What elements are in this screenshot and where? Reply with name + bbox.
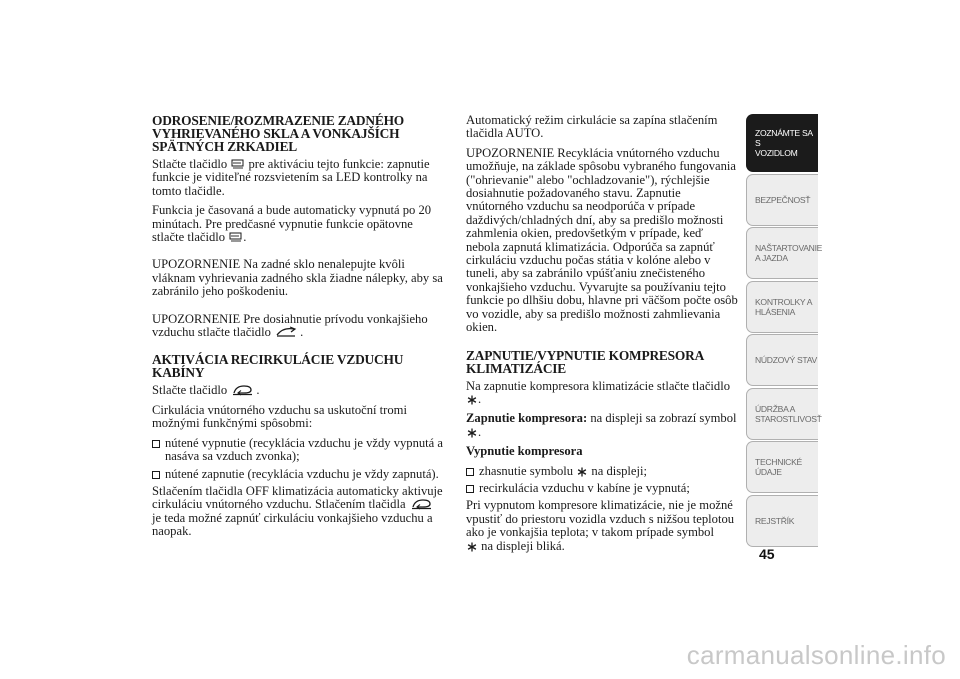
right-column [466,114,738,559]
tab-zoznamte-sa[interactable] [746,114,818,172]
list-item [466,482,738,495]
checkbox-bullet-icon [152,440,160,448]
paragraph: Automatický režim cirkulácie sa zapína stlačením tlačidla AUTO. [466,113,718,141]
text: Funkcia je časovaná a bude automaticky vypnutá po 20 minútach. Pre predčasné vypnutie funkcie opätovne stlačte tlačidlo [152,203,432,245]
list-item-text: nútené vypnutie (recyklácia vzduchu je vždy vypnutá a nasáva sa vzduch zvonka); [165,435,444,464]
list-item-text [479,465,647,478]
checkbox-bullet-icon [466,485,474,493]
page-number: 45 [759,546,775,562]
tab-label: TECHNICKÉ ÚDAJE [755,457,802,477]
subheading-text: Vypnutie kompresora [466,444,583,459]
text: pre aktiváciu tejto funkcie: zapnutie funkcie je viditeľné rozsvietením sa LED kontrolky na tomto tlačidle. [152,157,430,198]
outside-air-icon [275,326,299,338]
paragraph [152,384,444,397]
tab-label: REJSTŘÍK [755,515,795,526]
list-item-text: nútené zapnutie (recyklácia vzduchu je vždy zapnutá). [165,466,439,481]
snowflake-icon [467,542,477,552]
text: . [300,325,304,340]
watermark: carmanualsonline.info [686,640,946,670]
left-column [152,114,444,545]
recirculation-icon [410,498,434,510]
rear-defrost-icon [229,232,242,243]
paragraph [466,499,738,553]
tab-nudzovy-stav[interactable] [746,334,818,386]
checkbox-bullet-icon [466,468,474,476]
tab-label: ÚDRŽBA A STAROSTLIVOSŤ [755,403,822,424]
tab-nastartovanie[interactable] [746,227,823,279]
tab-label: BEZPEČNOSŤ [755,194,811,205]
chapter-tabs [746,114,823,548]
text: na displeji sa zobrazí symbol [590,411,737,426]
text: na displeji bliká. [481,538,565,553]
heading-compressor: ZAPNUTIE/VYPNUTIE KOMPRESORA KLIMATIZÁCIE [466,347,704,376]
list-item [152,437,444,464]
text: UPOZORNENIE Pre dosiahnutie prívodu vonkajšieho vzduchu stlačte tlačidlo [152,311,428,340]
text: Na zapnutie kompresora klimatizácie stlačte tlačidlo [466,378,731,393]
text: . [478,424,482,439]
snowflake-icon [467,395,477,405]
tab-kontrolky[interactable] [746,281,818,333]
heading-defrost: ODROSENIE/ROZMRAZENIE ZADNÉHO VYHRIEVANÉHO SKLA A VONKAJŠÍCH SPÄTNÝCH ZRKADIEL [152,113,405,154]
recirculation-icon [231,384,255,396]
rear-defrost-icon [231,159,244,170]
paragraph [152,204,444,244]
paragraph [152,485,444,539]
paragraph [152,158,444,198]
tab-udrzba[interactable] [746,388,822,440]
snowflake-icon [467,428,477,438]
paragraph [466,412,738,439]
tab-bezpecnost[interactable] [746,174,818,226]
tab-label: NÚDZOVÝ STAV [755,355,817,365]
tab-label: ZOZNÁMTE SA S VOZIDLOM [755,128,813,158]
text: na displeji; [591,463,648,478]
subheading [466,445,738,458]
paragraph: UPOZORNENIE Recyklácia vnútorného vzduchu umožňuje, na základe spôsobu vybraného fungovania ("ohrievanie" alebo "ochladzovanie"), rýchlejšie dosiahnutie požadovaného stavu. Zapnutie vnútorného vzduchu sa neodporúča v prípade daždivých/chladných dní, aby sa predišlo možnosti zahmlenia okien, predovšetkým v prípade, keď nebola zapnutá klimatizácia. Odporúča sa zapnúť cirkuláciu vzduchu počas státia v kolóne alebo v tuneli, aby sa zabránilo vpúšťaniu znečisteného vonkajšieho vzduchu. Vyvarujte sa používaniu tejto funkcie po dlhšiu dobu, hlavne pri väčšom počte osôb vo vozidle, aby sa predišlo možnosti zahmlievania okien. [466,145,738,335]
paragraph [152,313,444,340]
text: . [243,230,247,245]
text: je teda možné zapnúť cirkuláciu vonkajšieho vzduchu a naopak. [152,510,433,539]
text: . [478,391,482,406]
tab-label: KONTROLKY A HLÁSENIA [755,296,813,317]
text: Stlačením tlačidla OFF klimatizácia automaticky aktivuje cirkuláciu vnútorného vzduchu. Stlačením tlačidla [152,483,443,512]
text: Pri vypnutom kompresore klimatizácie, nie je možné vpustiť do priestoru vozidla vzduch s nižšou teplotou ako je vonkajšia teplota; v takom prípade symbol [466,498,735,540]
paragraph: Cirkulácia vnútorného vzduchu sa uskutoční tromi možnými funkčnými spôsobmi: [152,402,407,431]
list-item [466,465,738,478]
heading-recirculation: AKTIVÁCIA RECIRKULÁCIE VZDUCHU KABÍNY [152,352,404,381]
tab-technicke-udaje[interactable] [746,441,818,493]
text: zhasnutie symbolu [479,463,574,478]
checkbox-bullet-icon [152,471,160,479]
paragraph [466,380,738,407]
tab-rejstrik[interactable] [746,495,818,547]
label-bold: Zapnutie kompresora: [466,411,588,426]
text: . [256,383,260,398]
text: Stlačte tlačidlo [152,383,228,398]
list-item-text: recirkulácia vzduchu v kabíne je vypnutá; [479,480,690,495]
list-item [152,468,444,481]
paragraph: UPOZORNENIE Na zadné sklo nenalepujte kvôli vláknam vyhrievania zadného skla žiadne nálepky, aby sa zabránilo jeho poškodeniu. [152,257,443,299]
tab-label: NAŠTARTOVANIE A JAZDA [755,243,823,263]
text: Stlačte tlačidlo [152,157,228,171]
snowflake-icon [577,467,587,477]
